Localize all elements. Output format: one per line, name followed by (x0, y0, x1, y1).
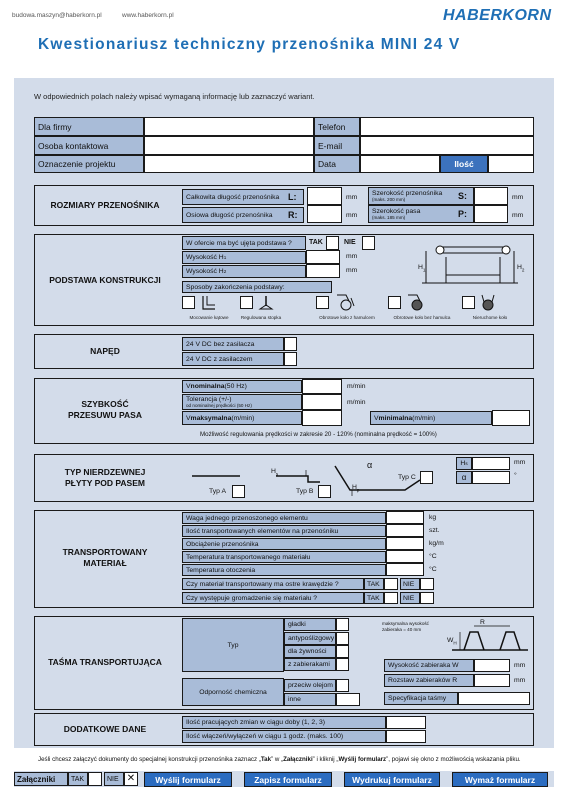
fixing-castor-nobrake-checkbox[interactable] (388, 296, 401, 309)
drive-opt1-checkbox[interactable] (284, 337, 297, 351)
stand-diagram (416, 239, 524, 295)
qty-label: Ilość (440, 155, 488, 173)
belt-title: TAŚMA TRANSPORTUJĄCA (48, 657, 162, 667)
stand-offer-question: W ofercie ma być ujęta podstawa ? (182, 236, 306, 250)
stand-fixing-label: Sposoby zakończenia podstawy: (182, 281, 332, 293)
plate-hs-input[interactable] (472, 457, 510, 470)
cleat-spacing-label: Rozstaw zabieraków R (384, 674, 474, 687)
plate-hs-field-label: H s (456, 457, 472, 470)
speed-min-input[interactable] (492, 410, 530, 426)
plate-hs-unit: mm (514, 459, 526, 466)
ambient-temp-label: Temperatura otoczenia (182, 564, 386, 576)
belt-type-antislip-checkbox[interactable] (336, 632, 349, 645)
speed-max-input[interactable] (302, 410, 342, 426)
belt-type-cleats-label: z zabierakami (284, 658, 336, 671)
axial-length-label: Osiowa długość przenośnika (182, 207, 304, 223)
save-form-button[interactable]: Zapisz formularz (244, 772, 332, 787)
belt-width-unit: mm (512, 212, 524, 219)
extra-title: DODATKOWE DANE (63, 724, 147, 734)
stand-h2-unit: mm (346, 267, 358, 274)
stand-yes-checkbox[interactable] (326, 236, 339, 250)
accumulation-yes-label: TAK (364, 592, 384, 604)
belt-type-label: Typ (182, 618, 284, 672)
sharp-edges-yes-checkbox[interactable] (384, 578, 398, 590)
cycles-input[interactable] (386, 730, 426, 743)
material-load-unit: kg/m (429, 540, 444, 547)
speed-tolerance-label: Tolerancja (+/-) od nominalnej prędkości (50 Hz) (182, 394, 302, 410)
stand-title: PODSTAWA KONSTRUKCJI (49, 275, 161, 285)
stand-h2-label: Wysokość H 2 (182, 265, 306, 278)
send-form-button[interactable]: Wyślij formularz (144, 772, 232, 787)
chem-oil-checkbox[interactable] (336, 679, 349, 692)
stand-no-label: NIE (344, 239, 356, 246)
belt-width-input[interactable] (474, 205, 508, 223)
email-label: E-mail (314, 136, 360, 155)
material-weight-input[interactable] (386, 511, 424, 524)
attach-yes-label: TAK (68, 772, 88, 786)
angle-bracket-icon (199, 295, 217, 311)
fixing-fixed-wheel-checkbox[interactable] (462, 296, 475, 309)
attach-yes-checkbox[interactable] (88, 772, 102, 786)
plate-type-b-checkbox[interactable] (318, 485, 331, 498)
chemical-resistance-label: Odporność chemiczna (182, 678, 284, 706)
material-temp-label: Temperatura transportowanego materiału (182, 551, 386, 563)
qty-input[interactable] (488, 155, 534, 173)
diagram-h1: $H_1$ (418, 264, 426, 273)
cleat-height-unit: mm (514, 662, 526, 669)
diagram-h2: $H_2$ (517, 264, 525, 273)
belt-type-smooth-checkbox[interactable] (336, 618, 349, 631)
print-form-button[interactable]: Wydrukuj formularz (344, 772, 440, 787)
attachments-label: Załączniki (14, 772, 68, 786)
belt-spec-input[interactable] (458, 692, 530, 705)
belt-spec-label: Specyfikacja taśmy (384, 692, 458, 705)
material-weight-label: Waga jednego przenoszonego elementu (182, 512, 386, 524)
plate-type-c-label: Typ C (398, 474, 416, 481)
fixing-castor-nobrake-caption: Obrotowe koło bez hamulca (393, 315, 451, 320)
speed-nominal-unit: m/min (347, 383, 366, 390)
firm-label: Dla firmy (34, 117, 144, 136)
page-title: Kwestionariusz techniczny przenośnika MINI 24 V (38, 36, 461, 53)
plate-title: TYP NIERDZEWNEJ PŁYTY POD PASEM (64, 467, 146, 488)
sharp-edges-yes-label: TAK (364, 578, 384, 590)
fixing-angle-caption: Mocowanie kątowe (189, 315, 229, 320)
plate-alpha-input[interactable] (472, 471, 510, 484)
fixing-foot-checkbox[interactable] (240, 296, 253, 309)
accumulation-no-checkbox[interactable] (420, 592, 434, 604)
conv-width-label: Szerokość przenośnika (maks. 200 mm) (368, 187, 474, 205)
header-website[interactable]: www.haberkorn.pl (122, 12, 174, 19)
date-input[interactable] (360, 155, 440, 173)
chem-other-label: inne (284, 693, 336, 706)
header-email[interactable]: budowa.maszyn@haberkorn.pl (12, 12, 102, 19)
clear-form-button[interactable]: Wymaż formularz (452, 772, 548, 787)
speed-nominal-label: V nominalna (50 Hz) (182, 380, 302, 393)
stand-h1-unit: mm (346, 253, 358, 260)
cleat-height-note: maksymalna wysokość zabieraka = 40 mm (382, 621, 429, 632)
material-title: TRANSPORTOWANY MATERIAŁ (62, 547, 148, 568)
speed-max-label: V maksymalna (m/min) (182, 411, 302, 425)
total-length-label: Całkowita długość przenośnika (182, 189, 304, 205)
speed-note: Możliwość regulowania prędkości w zakresie 20 - 120% (nominalna prędkość = 100%) (200, 431, 437, 438)
belt-type-smooth-label: gładki (284, 618, 336, 631)
date-label: Data (314, 155, 360, 173)
material-temp-input[interactable] (386, 550, 424, 563)
axial-length-unit: mm (346, 212, 358, 219)
speed-tolerance-input[interactable] (302, 394, 342, 410)
accumulation-yes-checkbox[interactable] (384, 592, 398, 604)
phone-label: Telefon (314, 117, 360, 136)
footer-note: Jeśli chcesz załączyć dokumenty do specjalnej konstrukcji przenośnika zaznacz „Tak” w „Załączniki” i kliknij „Wyślij formularz”, pojawi się okno z możliwością wskazania pliku. (38, 756, 521, 763)
cleat-height-input[interactable] (474, 659, 510, 672)
plate-alpha-field-label: α (456, 471, 472, 484)
belt-width-label: Szerokość pasa (maks. 185 mm) (368, 205, 474, 223)
plate-hs-label: $H_s$ (271, 468, 279, 477)
project-label: Oznaczenie projektu (34, 155, 144, 173)
cleat-diagram-r: R (480, 619, 485, 626)
total-length-symbol: L: (288, 192, 297, 202)
drive-opt2-checkbox[interactable] (284, 352, 297, 366)
fixing-castor-brake-checkbox[interactable] (316, 296, 329, 309)
belt-type-cleats-checkbox[interactable] (336, 658, 349, 671)
attach-no-checkbox[interactable] (124, 772, 138, 786)
belt-type-food-checkbox[interactable] (336, 645, 349, 658)
cleat-height-label: Wysokość zabieraka W (384, 659, 474, 672)
belt-width-symbol: P: (458, 209, 467, 219)
axial-length-input[interactable] (307, 205, 342, 223)
material-weight-unit: kg (429, 514, 437, 521)
conv-width-unit: mm (512, 194, 524, 201)
checkmark-x-icon: ✕ (126, 773, 136, 784)
stand-h1-label: Wysokość H 1 (182, 251, 306, 264)
firm-input[interactable] (144, 117, 314, 136)
speed-tolerance-unit: m/min (347, 399, 366, 406)
plate-type-a-label: Typ A (209, 488, 227, 495)
total-length-input[interactable] (307, 187, 342, 205)
stand-h2-input[interactable] (306, 264, 340, 278)
cleat-diagram-w: $W_H$ (447, 637, 457, 646)
adjustable-foot-icon (257, 295, 275, 311)
sharp-edges-no-checkbox[interactable] (420, 578, 434, 590)
speed-min-label: V minimalna (m/min) (370, 411, 492, 425)
plate-hp-label: $H_p$ (352, 484, 360, 493)
material-count-unit: szt. (429, 527, 440, 534)
fixed-wheel-icon (479, 294, 497, 312)
plate-type-c-checkbox[interactable] (420, 471, 433, 484)
drive-title: NAPĘD (90, 346, 120, 356)
haberkorn-logo: HABERKORN (443, 7, 552, 24)
dimensions-title: ROZMIARY PRZENOŚNIKA (50, 200, 160, 210)
conv-width-symbol: S: (458, 191, 467, 201)
stand-no-checkbox[interactable] (362, 236, 375, 250)
total-length-unit: mm (346, 194, 358, 201)
phone-input[interactable] (360, 117, 534, 136)
plate-type-a-checkbox[interactable] (232, 485, 245, 498)
plate-alpha-unit: ° (514, 472, 517, 479)
project-input[interactable] (144, 155, 314, 173)
contact-person-label: Osoba kontaktowa (34, 136, 144, 155)
stand-yes-label: TAK (309, 239, 323, 246)
material-count-label: Ilość transportowanych elementów na przenośniku (182, 525, 386, 537)
accumulation-question: Czy występuje gromadzenie się materiału ? (182, 592, 364, 604)
material-load-label: Obciążenie przenośnika (182, 538, 386, 550)
ambient-temp-unit: °C (429, 566, 437, 573)
drive-opt1-label: 24 V DC bez zasilacza (182, 337, 284, 351)
contact-person-input[interactable] (144, 136, 314, 155)
ambient-temp-input[interactable] (386, 563, 424, 576)
shifts-label: Ilość pracujących zmian w ciągu doby (1, 2, 3) (182, 716, 386, 729)
material-count-input[interactable] (386, 524, 424, 537)
axial-length-symbol: R: (288, 210, 298, 220)
plate-alpha-mark: α (367, 460, 373, 470)
castor-brake-icon (334, 294, 356, 312)
cleat-spacing-input[interactable] (474, 674, 510, 687)
cycles-label: Ilość włączeń/wyłączeń w ciągu 1 godz. (maks. 100) (182, 730, 386, 743)
sharp-edges-question: Czy materiał transportowany ma ostre krawędzie ? (182, 578, 364, 590)
belt-type-antislip-label: antypoślizgowy (284, 632, 336, 645)
fixing-castor-brake-caption: Obrotowe koło z hamulcem (319, 315, 375, 320)
castor-icon (405, 294, 425, 312)
intro-text: W odpowiednich polach należy wpisać wymaganą informację lub zaznaczyć wariant. (34, 92, 315, 101)
shifts-input[interactable] (386, 716, 426, 729)
sharp-edges-no-label: NIE (400, 578, 420, 590)
cleat-diagram (450, 620, 530, 656)
attach-no-label: NIE (104, 772, 124, 786)
plate-type-b-label: Typ B (296, 488, 314, 495)
fixing-angle-checkbox[interactable] (182, 296, 195, 309)
stand-h1-input[interactable] (306, 250, 340, 264)
conv-width-input[interactable] (474, 187, 508, 205)
fixing-foot-caption: Regulowana stopka (240, 315, 282, 320)
email-input[interactable] (360, 136, 534, 155)
fixing-fixed-wheel-caption: Nieruchome koło (472, 315, 508, 320)
drive-opt2-label: 24 V DC z zasilaczem (182, 352, 284, 366)
chem-other-input[interactable] (336, 693, 360, 706)
accumulation-no-label: NIE (400, 592, 420, 604)
cleat-spacing-unit: mm (514, 677, 526, 684)
material-load-input[interactable] (386, 537, 424, 550)
chem-oil-label: przeciw olejom (284, 679, 336, 692)
material-temp-unit: °C (429, 553, 437, 560)
belt-type-food-label: dla żywności (284, 645, 336, 658)
speed-nominal-input[interactable] (302, 379, 342, 394)
speed-title: SZYBKOŚĆ PRZESUWU PASA (68, 399, 142, 420)
